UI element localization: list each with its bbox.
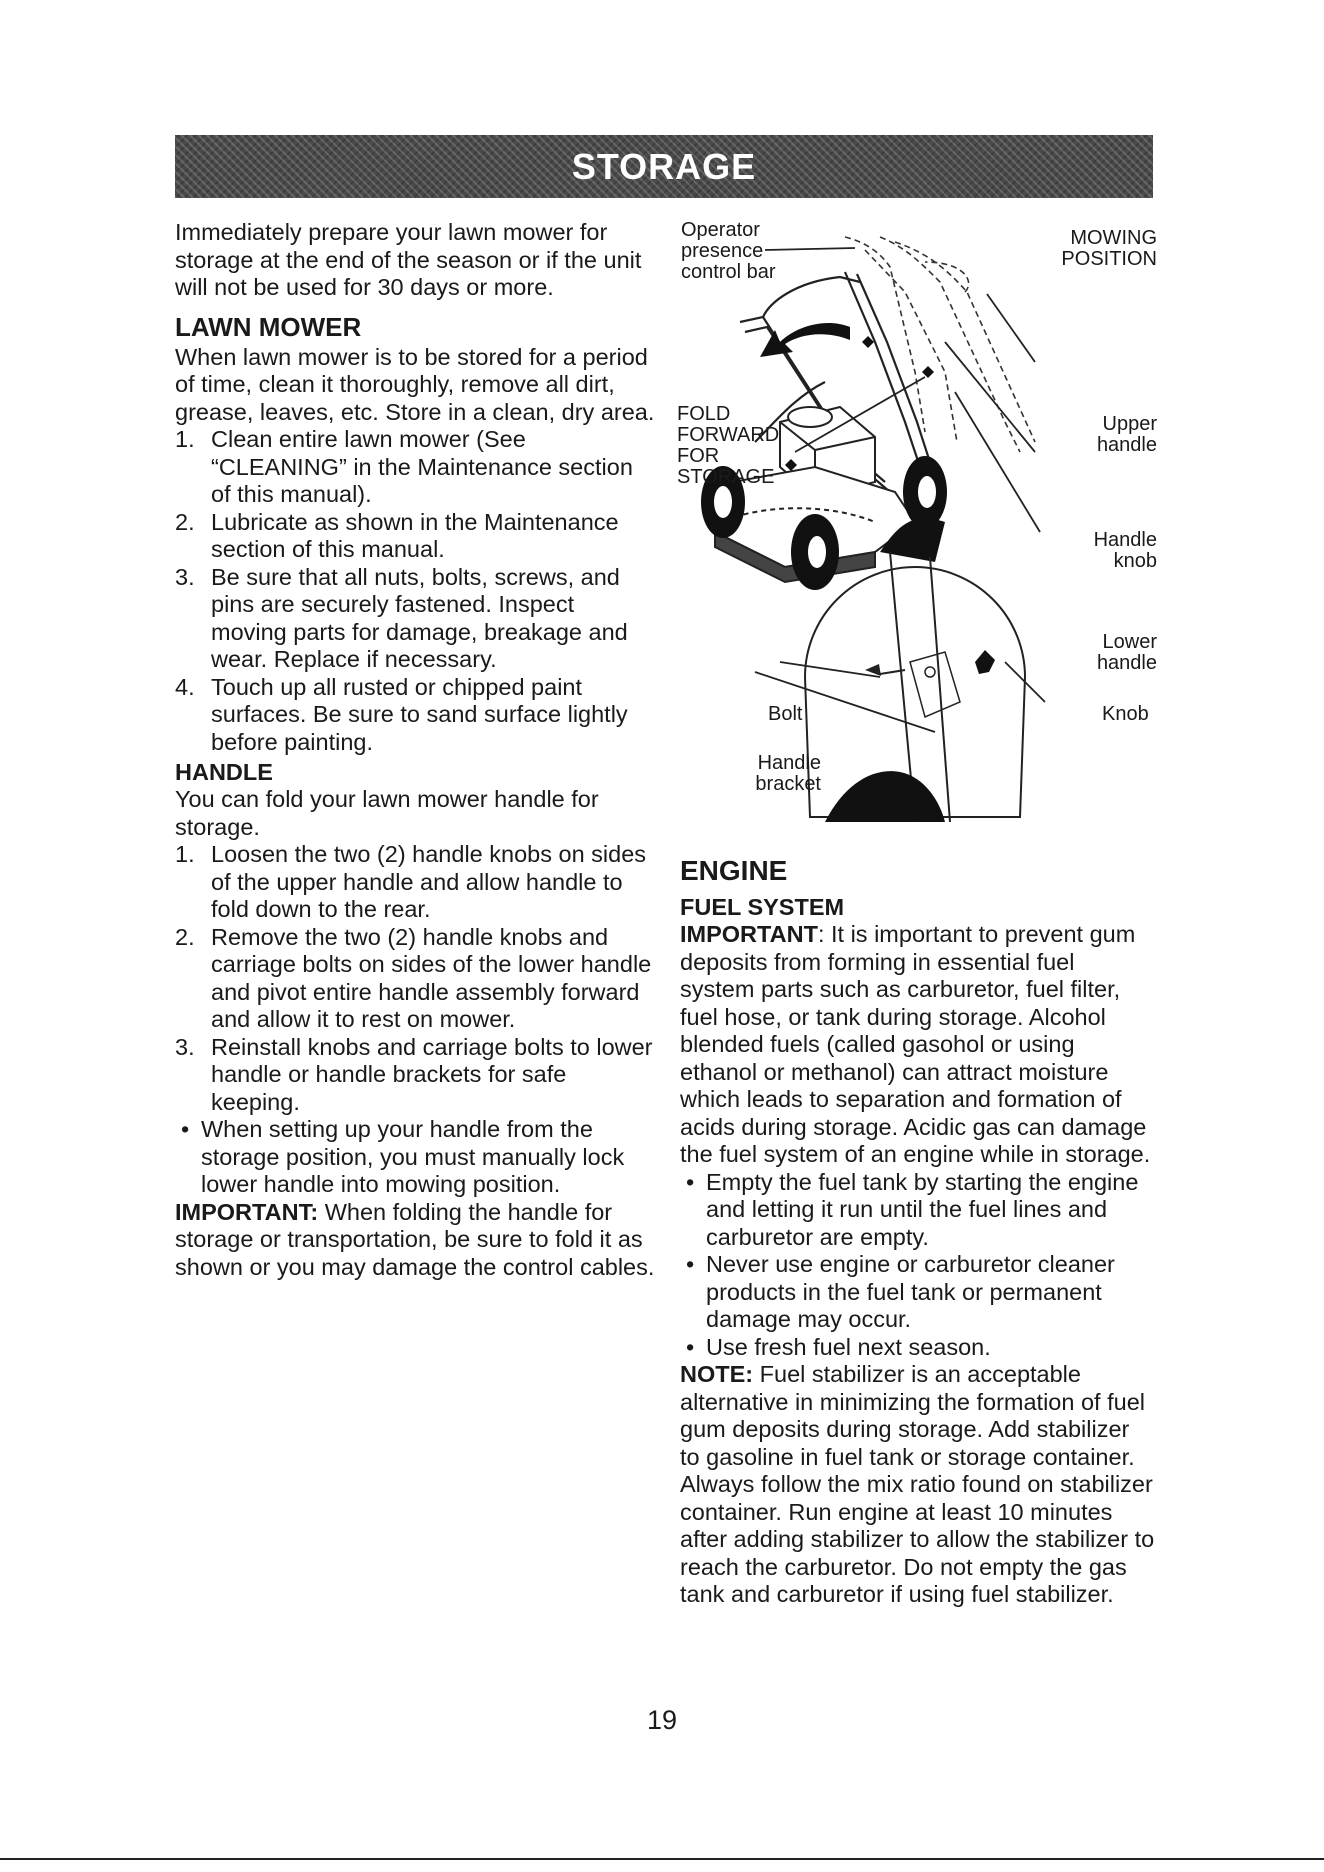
step-number: 2.: [175, 923, 195, 950]
mowing-position-label: MOWING POSITION: [1061, 227, 1157, 270]
list-item: [680, 1334, 1155, 1362]
operator-presence-label: Operator presence control bar: [681, 219, 776, 283]
intro-paragraph: Immediately prepare your lawn mower for storage at the end of the season or if the unit will not be used for 30 days or more.: [175, 219, 642, 300]
bullet-dot: •: [686, 1168, 695, 1195]
lawn-mower-steps: [175, 426, 655, 756]
detail-inset: [805, 552, 1025, 822]
bullet-text: Empty the fuel tank by starting the engine and letting it run until the fuel lines and carburetor are empty.: [706, 1168, 1139, 1250]
lawn-mower-heading: LAWN MOWER: [175, 311, 362, 342]
important-label: IMPORTANT:: [175, 1198, 319, 1225]
handle-knob-label: Handle knob: [1093, 529, 1157, 572]
handle-bracket-label: Handle bracket: [755, 752, 821, 795]
lawn-mower-body: When lawn mower is to be stored for a period of time, clean it thoroughly, remove all dirt, grease, leaves, etc. Store in a clean, dry area.: [175, 343, 655, 425]
step-number: 2.: [175, 508, 195, 535]
list-item: [680, 1169, 1155, 1252]
bolt-label: Bolt: [768, 703, 803, 725]
bullet-text: Use fresh fuel next season.: [706, 1333, 991, 1360]
step-number: 3.: [175, 1033, 195, 1060]
knob-label: Knob: [1102, 703, 1149, 725]
bullet-dot: •: [181, 1116, 190, 1142]
section-title: STORAGE: [571, 145, 757, 187]
list-item: [175, 564, 655, 674]
lower-handle-label: Lower handle: [1096, 631, 1157, 674]
step-text: Lubricate as shown in the Maintenance section of this manual.: [211, 508, 619, 562]
right-column: [680, 855, 1155, 1609]
list-item: [175, 674, 655, 757]
step-text: Loosen the two (2) handle knobs on sides of the upper handle and allow handle to fold down to the rear.: [211, 841, 647, 922]
operator-leader: [765, 248, 855, 250]
fuel-bullets: [680, 1169, 1155, 1362]
lower-handle-leader: [955, 392, 1040, 532]
handle-important: [175, 1199, 655, 1282]
bullet-dot: •: [686, 1333, 695, 1360]
step-text: Reinstall knobs and carriage bolts to lower handle or handle brackets for safe keeping.: [211, 1033, 653, 1115]
upper-handle-label: Upper handle: [1096, 413, 1157, 456]
list-item: [175, 841, 655, 924]
bottom-rule: [0, 1858, 1324, 1860]
wheel-hub: [918, 476, 936, 508]
handle-fold-diagram: [675, 219, 1165, 827]
step-number: 1.: [175, 426, 195, 452]
left-column: [175, 219, 655, 1281]
wheel-hub: [714, 486, 732, 518]
note-text: Fuel stabilizer is an acceptable alternative in minimizing the formation of fuel gum deposits during storage. Add stabilizer to gasoline in fuel tank or storage container. Always follow the mix ratio found on stabilizer container. Run engine at least 10 minutes after adding stabilizer to allow the stabilizer to reach the carburetor. Do not empty the gas tank and carburetor if using fuel stabilizer.: [680, 1361, 1155, 1607]
mowing-position-handle: [845, 237, 1035, 452]
wheel-hub: [808, 536, 826, 568]
page-number: 19: [646, 1705, 678, 1735]
fold-forward-label: FOLD FORWARD FOR STORAGE: [677, 403, 780, 488]
step-text: Touch up all rusted or chipped paint surfaces. Be sure to sand surface lightly before painting.: [211, 673, 628, 755]
handle-steps: [175, 841, 655, 1116]
fuel-system-heading: FUEL SYSTEM: [680, 894, 845, 920]
bullet-text: Never use engine or carburetor cleaner products in the fuel tank or permanent damage may occur.: [706, 1251, 1115, 1332]
bullet-dot: •: [686, 1251, 695, 1277]
step-text: Clean entire lawn mower (See “CLEANING” in the Maintenance section of this manual).: [211, 426, 633, 507]
list-item: [175, 924, 655, 1034]
mower-illustration: [675, 219, 1165, 827]
list-item: [175, 426, 655, 509]
list-item: [175, 509, 655, 564]
fuel-note: [680, 1361, 1155, 1609]
step-text: Be sure that all nuts, bolts, screws, and pins are securely fastened. Inspect moving parts for damage, breakage and wear. Replace if necessary.: [211, 563, 628, 672]
list-item: [175, 1034, 655, 1117]
handle-heading: HANDLE: [175, 759, 273, 785]
important-text: : It is important to prevent gum deposits from forming in essential fuel system parts such as carburetor, fuel filter, fuel hose, or tank during storage. Alcohol blended fuels (called gasohol or using ethanol or methanol) can attract moisture which leads to separation and formation of acids during storage. Acidic gas can damage the fuel system of an engine while in storage.: [680, 921, 1151, 1167]
section-banner: [175, 135, 1153, 198]
step-number: 3.: [175, 563, 195, 590]
step-number: 1.: [175, 841, 195, 867]
fold-arrow-icon: [760, 323, 850, 357]
knob-icon: [922, 366, 934, 378]
important-text: When folding the handle for storage or transportation, be sure to fold it as shown or you may damage the control cables.: [175, 1198, 655, 1280]
engine-heading: ENGINE: [680, 855, 788, 886]
step-text: Remove the two (2) handle knobs and carriage bolts on sides of the lower handle and pivot entire handle assembly forward and allow it to rest on mower.: [211, 923, 652, 1032]
note-label: NOTE:: [680, 1361, 754, 1387]
handle-bullet: [175, 1116, 655, 1199]
step-number: 4.: [175, 673, 195, 700]
fuel-important: [680, 921, 1155, 1169]
important-label: IMPORTANT: [680, 921, 818, 947]
handle-body: You can fold your lawn mower handle for storage.: [175, 786, 599, 840]
list-item: [680, 1251, 1155, 1334]
bullet-text: When setting up your handle from the storage position, you must manually lock lower handle into mowing position.: [201, 1116, 625, 1197]
